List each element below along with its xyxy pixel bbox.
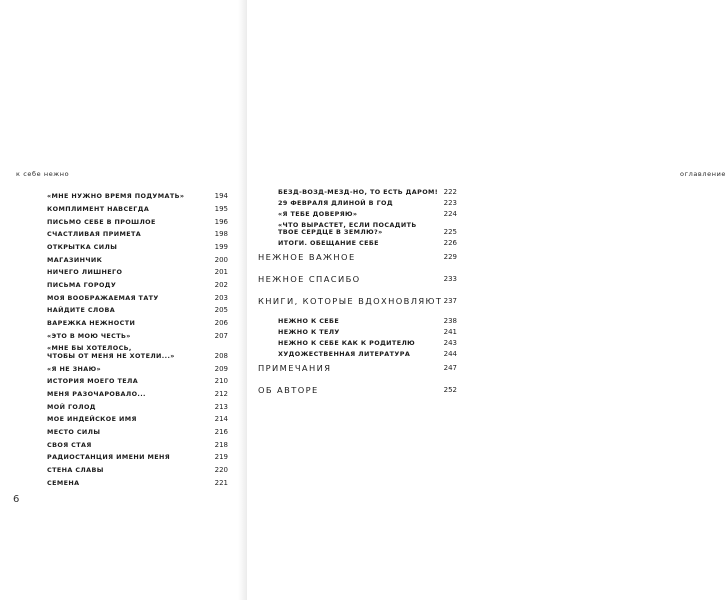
toc-entry-title: МЕНЯ РАЗОЧАРОВАЛО... — [47, 389, 146, 398]
toc-entry-page: 208 — [214, 351, 228, 360]
toc-left — [47, 188, 228, 487]
toc-entry — [47, 340, 228, 360]
toc-entry — [258, 196, 457, 207]
toc-entry-title: «Я НЕ ЗНАЮ» — [47, 364, 102, 373]
toc-section — [258, 270, 457, 292]
running-head-right: оглавление — [680, 170, 726, 178]
toc-entry-title: «МНЕ НУЖНО ВРЕМЯ ПОДУМАТЬ» — [47, 192, 185, 201]
toc-entry-title: МАГАЗИНЧИК — [47, 255, 103, 264]
toc-entry-title: КОМПЛИМЕНТ НАВСЕГДА — [47, 204, 150, 213]
toc-entry-title: КНИГИ, КОТОРЫЕ ВДОХНОВЛЯЮТ — [258, 295, 443, 306]
toc-entry-page: 216 — [214, 427, 228, 436]
toc-entry-title: СЕМЕНА — [47, 478, 80, 487]
toc-entry-title: НЕЖНОЕ СПАСИБО — [258, 273, 361, 284]
toc-entry — [47, 290, 228, 303]
toc-entry — [47, 328, 228, 341]
toc-entry-title: СТЕНА СЛАВЫ — [47, 466, 104, 475]
toc-entry-page: 221 — [214, 478, 228, 487]
toc-entry-page: 209 — [214, 364, 228, 373]
toc-entry-page: 198 — [214, 230, 228, 239]
toc-section — [258, 381, 457, 403]
toc-entry — [47, 226, 228, 239]
toc-entry-title: МЕСТО СИЛЫ — [47, 427, 101, 436]
toc-right — [258, 185, 457, 403]
toc-entry-title: НЕЖНО К ТЕЛУ — [278, 327, 340, 336]
toc-entry — [47, 213, 228, 226]
toc-section — [258, 359, 457, 381]
toc-entry-title: МОЕ ИНДЕЙСКОЕ ИМЯ — [47, 415, 137, 424]
toc-entry-page: 238 — [443, 316, 457, 325]
toc-entry-title: «Я ТЕБЕ ДОВЕРЯЮ» — [278, 210, 358, 219]
toc-entry — [47, 462, 228, 475]
toc-entry — [258, 219, 457, 237]
toc-entry-page: 220 — [214, 466, 228, 475]
toc-entry-page: 218 — [214, 440, 228, 449]
toc-entry — [258, 336, 457, 347]
toc-entry-title: 29 ФЕВРАЛЯ ДЛИНОЙ В ГОД — [278, 198, 393, 207]
toc-entry-page: 225 — [443, 228, 457, 237]
toc-entry-title: СВОЯ СТАЯ — [47, 440, 92, 449]
toc-entry-page: 241 — [443, 327, 457, 336]
toc-entry-page: 222 — [443, 187, 457, 196]
toc-entry — [47, 277, 228, 290]
toc-entry-page: 205 — [214, 306, 228, 315]
toc-entry-title: ОТКРЫТКА СИЛЫ — [47, 243, 118, 252]
toc-entry — [47, 251, 228, 264]
toc-entry-page: 229 — [443, 252, 457, 261]
toc-entry-title: ХУДОЖЕСТВЕННАЯ ЛИТЕРАТУРА — [278, 350, 411, 359]
toc-entry — [47, 239, 228, 252]
toc-entry-page: 194 — [214, 192, 228, 201]
toc-entry-page: 212 — [214, 389, 228, 398]
toc-entry-title: ВАРЕЖКА НЕЖНОСТИ — [47, 319, 136, 328]
toc-entry — [47, 449, 228, 462]
toc-entry-title: ПИСЬМО СЕБЕ В ПРОШЛОЕ — [47, 217, 156, 226]
toc-entry-page: 252 — [443, 385, 457, 394]
toc-entry-title: НЕЖНО К СЕБЕ — [278, 316, 340, 325]
toc-entry-title: ПРИМЕЧАНИЯ — [258, 362, 332, 373]
toc-entry — [258, 314, 457, 325]
toc-entry — [47, 398, 228, 411]
toc-entry-title: МОЯ ВООБРАЖАЕМАЯ ТАТУ — [47, 293, 159, 302]
toc-entry-page: 199 — [214, 243, 228, 252]
toc-entry-title: БЕЗД-ВОЗД-МЕЗД-НО, ТО ЕСТЬ ДАРОМ! — [278, 187, 439, 196]
toc-entry-page: 203 — [214, 293, 228, 302]
toc-entry — [258, 347, 457, 358]
toc-entry-title: НАЙДИТЕ СЛОВА — [47, 306, 116, 315]
toc-entry-page: 210 — [214, 377, 228, 386]
toc-entry-page: 243 — [443, 338, 457, 347]
toc-entry-page: 213 — [214, 402, 228, 411]
toc-entry-title: ОБ АВТОРЕ — [258, 384, 319, 395]
toc-section — [258, 292, 457, 314]
toc-entry-title: МОЙ ГОЛОД — [47, 402, 96, 411]
toc-entry — [258, 237, 457, 248]
toc-entry-page: 244 — [443, 350, 457, 359]
toc-entry-page: 226 — [443, 239, 457, 248]
toc-entry — [47, 360, 228, 373]
toc-entry-title: НИЧЕГО ЛИШНЕГО — [47, 268, 123, 277]
toc-entry — [47, 315, 228, 328]
toc-entry-page: 219 — [214, 453, 228, 462]
toc-entry — [47, 436, 228, 449]
toc-entry — [47, 264, 228, 277]
toc-entry-title: «ЧТО ВЫРАСТЕТ, ЕСЛИ ПОСАДИТЬ ТВОЕ СЕРДЦЕ В ЗЕМЛЮ?» — [278, 220, 417, 237]
toc-entry — [47, 386, 228, 399]
toc-entry-page: 237 — [443, 296, 457, 305]
toc-entry-page: 200 — [214, 255, 228, 264]
toc-entry-title: ИСТОРИЯ МОЕГО ТЕЛА — [47, 377, 139, 386]
toc-entry — [47, 302, 228, 315]
left-page — [0, 0, 247, 600]
toc-entry-title: СЧАСТЛИВАЯ ПРИМЕТА — [47, 230, 142, 239]
toc-entry — [47, 411, 228, 424]
toc-entry — [47, 424, 228, 437]
toc-entry-page: 223 — [443, 198, 457, 207]
toc-entry — [258, 185, 457, 196]
toc-section — [258, 248, 457, 270]
toc-entry — [258, 207, 457, 218]
toc-entry — [47, 373, 228, 386]
running-head-left: к себе нежно — [16, 170, 70, 178]
toc-entry-title: ПИСЬМА ГОРОДУ — [47, 281, 117, 290]
toc-entry-title: НЕЖНОЕ ВАЖНОЕ — [258, 251, 356, 262]
toc-entry-page: 224 — [443, 210, 457, 219]
toc-entry — [258, 325, 457, 336]
toc-entry-page: 247 — [443, 363, 457, 372]
toc-entry-title: РАДИОСТАНЦИЯ ИМЕНИ МЕНЯ — [47, 453, 171, 462]
toc-entry — [47, 474, 228, 487]
toc-entry-title: НЕЖНО К СЕБЕ КАК К РОДИТЕЛЮ — [278, 338, 416, 347]
toc-entry-title: «ЭТО В МОЮ ЧЕСТЬ» — [47, 331, 131, 340]
toc-entry-page: 202 — [214, 281, 228, 290]
toc-entry-page: 206 — [214, 319, 228, 328]
toc-entry-title: «МНЕ БЫ ХОТЕЛОСЬ, ЧТОБЫ ОТ МЕНЯ НЕ ХОТЕЛИ...» — [47, 344, 175, 360]
toc-entry-page: 195 — [214, 204, 228, 213]
page-number: 6 — [13, 494, 20, 505]
toc-entry — [47, 201, 228, 214]
toc-entry-page: 201 — [214, 268, 228, 277]
toc-entry — [47, 188, 228, 201]
toc-entry-page: 196 — [214, 217, 228, 226]
toc-entry-title: ИТОГИ. ОБЕЩАНИЕ СЕБЕ — [278, 239, 379, 248]
toc-entry-page: 233 — [443, 274, 457, 283]
toc-entry-page: 207 — [214, 331, 228, 340]
toc-entry-page: 214 — [214, 415, 228, 424]
